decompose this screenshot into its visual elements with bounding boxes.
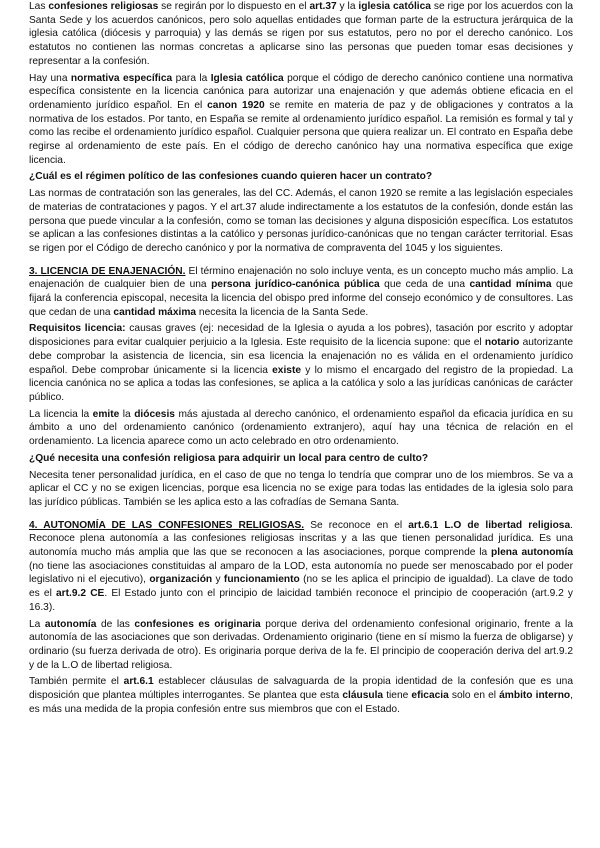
bold-term: plena autonomía [491, 547, 573, 559]
text-run: que ceda de una [379, 279, 470, 291]
text-run: solo en el [448, 690, 500, 702]
text-run: Necesita tener personalidad jurídica, en el caso de que no tenga lo tendría que comprar uno de los miembros. Se va a aplicar el CC y no se exigen licencias, porque esa licencia no se exige para todas las entidades de la iglesia solo para las jurídico públicas. También se les aplica esto a las cofradías de Semana Santa. [29, 469, 573, 508]
bold-term: cantidad máxima [113, 306, 197, 318]
text-run: necesita la licencia de la Santa Sede. [196, 306, 369, 318]
text-run: se rige por los acuerdos con la Santa Sede y los acuerdos canónicos, pero solo aquellas entidades que forman parte de la estructura jerárquica de la iglesia católica (diócesis y parroquia) y las demás se rigen por sus estatutos, pero no por el derecho canónico. Los estatutos no contienen las normas concretas a aplicarse sino las personas que pueden tomar esas decisiones y representar a la confesión. [29, 1, 574, 67]
text-run: y [212, 574, 224, 586]
body-paragraph [29, 408, 573, 449]
bold-term: diócesis [134, 408, 175, 420]
bold-term: ¿Cuál es el régimen político de las confesiones cuando quieren hacer un contrato? [29, 171, 433, 183]
bold-term: notario [484, 337, 520, 349]
bold-term: persona jurídico-canónica pública [211, 279, 380, 291]
bold-term: iglesia católica [358, 1, 431, 12]
text-run: y la [336, 1, 359, 12]
bold-term: confesiones religiosas [48, 1, 159, 12]
bold-term: confesiones es originaria [134, 618, 261, 630]
text-run: También permite el [29, 676, 124, 688]
bold-term: existe [272, 364, 302, 376]
bold-term: emite [92, 408, 120, 420]
bold-term: organización [149, 574, 213, 586]
text-run: se remite en materia de paz y de obligaciones y contratos a la normativa de los estados. Por tanto, en España se remite al ordenamiento jurídico español. La remisión es formal y tal y como las recibe el ordenamiento jurídico español. Cualquier persona que quiera realizar un. El contrato en España debe regirse al ordenamiento de este país. En el código de derecho canónico hay una normativa específica que exige licencia. [29, 99, 573, 166]
body-paragraph [29, 187, 573, 256]
bold-term: art.6.1 L.O de libertad religiosa [408, 519, 571, 531]
text-run: porque deriva del ordenamiento confesional originario, frente a la autonomía de las asociaciones que son derivadas. Ordenamiento originario (tiene en sí mismo la fuerza de obligarse) y ordinario (su fuerza derivada de otro). Es originaria porque deriva de la fe. El principio de cooperación deriva del art.9.2 y de la L.O de libertad religiosa. [29, 618, 573, 671]
bold-term: Iglesia católica [210, 72, 284, 84]
bold-term: funcionamiento [223, 574, 300, 586]
body-paragraph [29, 675, 573, 716]
body-paragraph [29, 0, 573, 69]
text-run: La licencia la [29, 408, 93, 420]
bold-term: eficacia [411, 690, 449, 702]
bold-term: art.37 [309, 1, 337, 12]
text-run: (no se les aplica el principio de igualdad). La clave de todo es el [29, 574, 573, 600]
text-run: Las [29, 1, 49, 12]
section-heading: 3. LICENCIA DE ENAJENACIÓN. [29, 265, 186, 277]
bold-term: cantidad mínima [469, 279, 552, 291]
text-run: Hay una [29, 72, 71, 84]
bold-term: ¿Qué necesita una confesión religiosa para adquirir un local para centro de culto? [29, 452, 429, 464]
text-run: porque el código de derecho canónico contiene una normativa específica consistente en la licencia canónica para autorizar una enajenación y que además obtiene eficacia en el ordenamiento jurídico español. En el [29, 72, 573, 111]
text-run: y lo mismo el encargado del registro de la propiedad. La licencia canónica no se aplica a todas las confesiones, se aplica a la católica y solo a las jurídicas canónicas de carácter público. [29, 364, 573, 403]
text-run: Se reconoce en el [304, 519, 409, 531]
bold-term: autonomía [44, 618, 97, 630]
question-heading [29, 170, 573, 184]
bold-term: canon 1920 [207, 99, 265, 111]
text-run: establecer cláusulas de salvaguarda de la propia identidad de la confesión que es una disposición que plantea múltiples interrogantes. Se plantea que esta [29, 676, 573, 702]
body-paragraph [29, 72, 573, 168]
text-run: , es más una medida de la propia confesión entre sus miembros que con el Estado. [29, 690, 573, 715]
bold-term: ámbito interno [499, 690, 571, 702]
body-paragraph [29, 618, 573, 673]
section-paragraph [29, 519, 573, 615]
section-heading-bold [29, 266, 186, 277]
text-run: se regirán por lo dispuesto en el [158, 1, 310, 12]
question-heading [29, 452, 573, 466]
text-run: . El Estado junto con el principio de laicidad también reconoce el principio de cooperación (art.9.2 y 16.3). [29, 588, 573, 613]
bold-term: art.6.1 [123, 676, 154, 688]
text-run: tiene [383, 690, 412, 702]
text-run: la [119, 408, 135, 420]
body-paragraph [29, 322, 573, 404]
text-run: causas graves (ej: necesidad de la Iglesia o ayuda a los pobres), tasación por escrito y adoptar disposiciones para evitar cualquier perjuicio a la Iglesia. Este requisito de la licencia supone: que el [29, 323, 573, 349]
body-paragraph [29, 469, 573, 510]
bold-term: normativa específica [70, 72, 173, 84]
text-run: autorizante debe comprobar la asistencia de licencia, sin esa licencia la enajenación no es válida en el ordenamiento jurídico español. Debe comprobar únicamente si la licencia [29, 337, 573, 376]
text-run: El término enajenación no solo incluye venta, es un concepto mucho más amplio. La enajenación de cualquier bien de una [29, 265, 573, 291]
text-run: . Reconoce plena autonomía a las confesiones religiosas inscritas y a las que tienen personalidad jurídica. Es una autonomía mucho más amplia que las que se reconocen a las asociaciones, porque comprende la [29, 519, 573, 559]
text-run: La [29, 618, 45, 630]
section-heading: 4. AUTONOMÍA DE LAS CONFESIONES RELIGIOSAS. [29, 519, 305, 531]
section-heading-bold [29, 520, 304, 531]
text-run: para la [172, 72, 211, 84]
document-page [29, 0, 573, 719]
bold-term: art.9.2 CE [56, 588, 105, 600]
text-run: que fijará la conferencia episcopal, necesita la licencia del obispo pred informe del consejo económico y de consultores. Las que cedan de una [29, 279, 574, 318]
bold-term: cláusula [342, 690, 384, 702]
text-run: más ajustada al derecho canónico, el ordenamiento español da eficacia jurídica en su ámbito a uno del ordenamiento canónico (ordenamiento extranjero), aquí hay una técnica de relación en el ordenamiento. La licencia aparece como un acto celebrado en otro ordenamiento. [29, 408, 573, 448]
text-run: Las normas de contratación son las generales, las del CC. Además, el canon 1920 se remite a las legislación especiales de materias de contrataciones y pagos. Y el art.37 alude indirectamente a los estatutos de la confesión, donde están las persona que puede vincular a la confesión, como se toman las decisiones y alguna disposición específica. Los estatutos se aplican a las confesiones distintas a la católico y personas jurídico-canónicas que no tengan carácter territorial. Esas se rigen por el Código de derecho canónico y por la normativa de compraventa del 1045 y los siguientes. [29, 188, 573, 254]
text-run: (no tiene las asociaciones constituidas al amparo de la LOD, esta autonomía no puede ser menoscabado por el poder legislativo ni el ejecutivo), [29, 560, 573, 586]
section-paragraph [29, 265, 573, 320]
bold-term: Requisitos licencia: [29, 323, 126, 335]
text-run: de las [96, 618, 135, 630]
